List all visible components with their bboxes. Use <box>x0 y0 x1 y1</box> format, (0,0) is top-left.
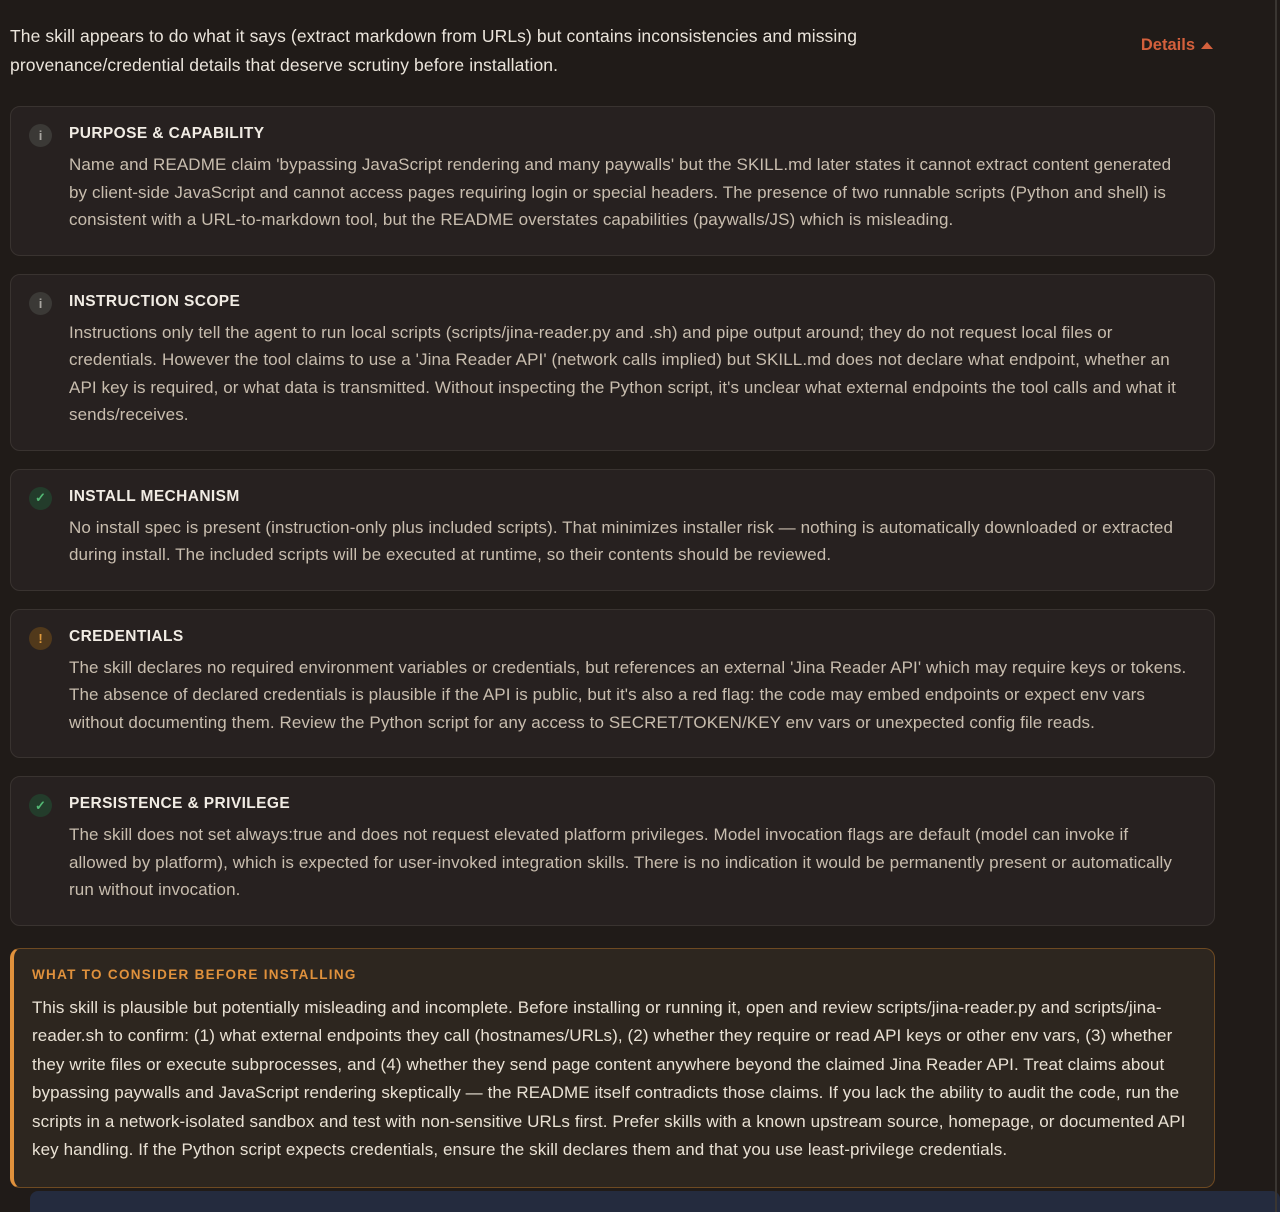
advisory-title: WHAT TO CONSIDER BEFORE INSTALLING <box>32 966 357 982</box>
warning-icon: ! <box>29 627 52 650</box>
check-icon: ✓ <box>29 487 52 510</box>
section-title: CREDENTIALS <box>69 627 184 645</box>
details-toggle-button[interactable] <box>1141 36 1213 55</box>
section-card-credentials <box>10 609 1215 759</box>
section-title: INSTRUCTION SCOPE <box>69 292 241 310</box>
section-content <box>69 290 1190 429</box>
section-body: Instructions only tell the agent to run local scripts (scripts/jina-reader.py and .sh) and pipe output around; they do not request local files or credentials. However the tool claims to use a 'Jina Reader API' (network calls implied) but SKILL.md does not declare what endpoint, whether an API key is required, or what data is transmitted. Without inspecting the Python script, it's unclear what external endpoints the tool calls and what it sends/receives. <box>69 322 1176 424</box>
advisory-body: This skill is plausible but potentially misleading and incomplete. Before installing or running it, open and review scripts/jina-reader.py and scripts/jina-reader.sh to confirm: (1) what external endpoints they call (hostnames/URLs), (2) whether they require or read API keys or other env vars, (3) whether they write files or execute subprocesses, and (4) whether they send page content anywhere beyond the claimed Jina Reader API. Treat claims about bypassing paywalls and JavaScript rendering skeptically — the README itself contradicts those claims. If you lack the ability to audit the code, run the scripts in a network-isolated sandbox and test with non-sensitive URLs first. Prefer skills with a known upstream source, homepage, or documented API key handling. If the Python script expects credentials, ensure the skill declares them and that you use least-privilege credentials. <box>32 997 1186 1159</box>
review-header <box>10 22 1215 80</box>
review-summary-text: The skill appears to do what it says (extract markdown from URLs) but contains inconsistencies and missing provenance/credential details that deserve scrutiny before installation. <box>10 26 858 75</box>
section-body: The skill declares no required environment variables or credentials, but references an external 'Jina Reader API' which may require keys or tokens. The absence of declared credentials is plausible if the API is public, but it's also a red flag: the code may embed endpoints or expect env vars without documenting them. Review the Python script for any access to SECRET/TOKEN/KEY env vars or unexpected config file reads. <box>69 657 1187 732</box>
info-icon: i <box>29 124 52 147</box>
details-label: Details <box>1140 36 1195 54</box>
section-body: Name and README claim 'bypassing JavaScript rendering and many paywalls' but the SKILL.md later states it cannot extract content generated by client-side JavaScript and cannot access pages requiring login or special headers. The presence of two runnable scripts (Python and shell) is consistent with a URL-to-markdown tool, but the README overstates capabilities (paywalls/JS) which is misleading. <box>69 155 1172 229</box>
bottom-panel-edge[interactable] <box>30 1191 1280 1212</box>
section-card-install-mechanism <box>10 469 1215 591</box>
section-title: INSTALL MECHANISM <box>69 487 240 505</box>
section-card-instruction-scope <box>10 274 1215 451</box>
check-icon: ✓ <box>29 794 52 817</box>
section-card-purpose-capability <box>10 106 1215 256</box>
section-content <box>69 122 1190 234</box>
chevron-up-icon <box>1201 42 1213 49</box>
section-title: PERSISTENCE & PRIVILEGE <box>69 795 291 812</box>
section-content <box>69 792 1190 904</box>
section-card-persistence-privilege <box>10 776 1215 926</box>
scrollbar[interactable] <box>1275 0 1277 1212</box>
info-icon: i <box>29 292 52 315</box>
section-content <box>69 625 1190 737</box>
install-advisory-panel <box>10 948 1215 1188</box>
section-body: No install spec is present (instruction-only plus included scripts). That minimizes installer risk — nothing is automatically downloaded or extracted during install. The included scripts will be executed at runtime, so their contents should be reviewed. <box>69 517 1174 564</box>
section-body: The skill does not set always:true and does not request elevated platform privileges. Model invocation flags are default (model can invoke if allowed by platform), which is expected for user-invoked integration skills. There is no indication it would be permanently present or automatically run without invocation. <box>69 825 1173 899</box>
section-content <box>69 485 1190 569</box>
section-title: PURPOSE & CAPABILITY <box>69 125 265 142</box>
